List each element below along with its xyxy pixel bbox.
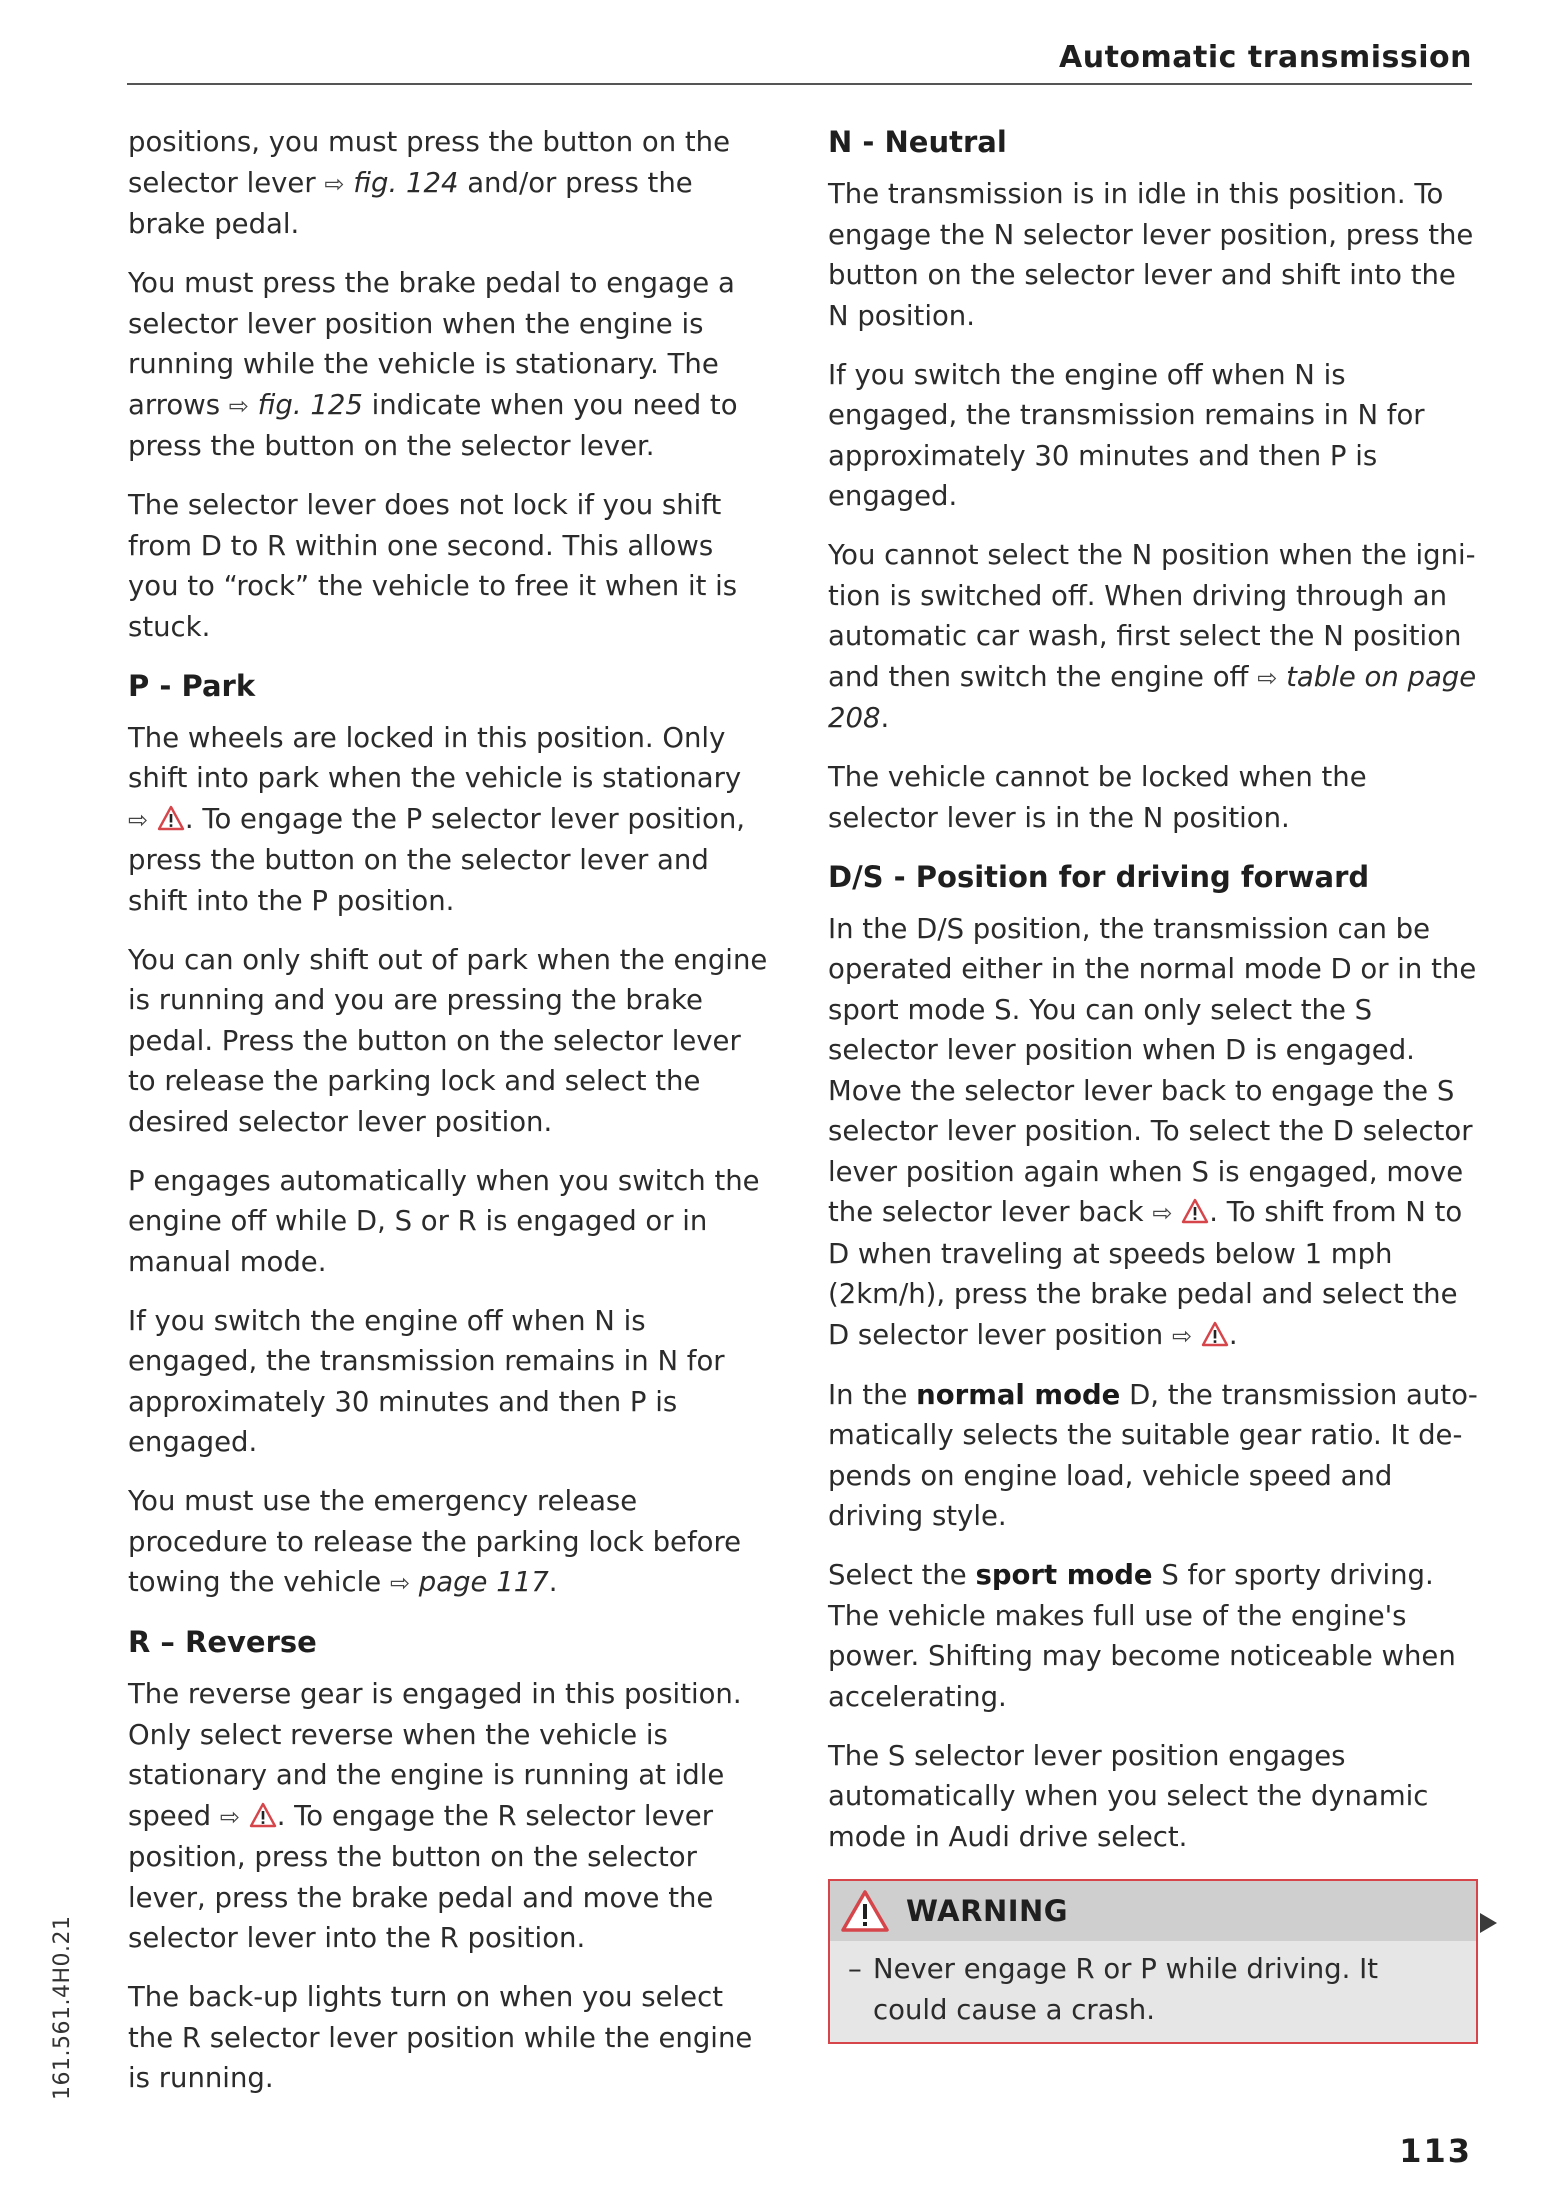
table-link[interactable]: table on page 208 (828, 660, 1477, 734)
paragraph: In the normal mode D, the transmission automatically selects the suitable gear ratio. It depends on engine load, vehicle speed and driving style. (828, 1378, 1478, 1532)
bold-term: sport mode (975, 1559, 1153, 1591)
paragraph: positions, you must press the button on the selector lever ⇨ fig. 124 and/or press the brake pedal. (128, 126, 730, 240)
bold-term: normal mode (916, 1378, 1121, 1411)
header-title: Automatic transmission (1059, 40, 1472, 75)
warning-box (828, 1879, 1478, 2044)
warning-text: Never engage R or P while driving. It could cause a crash. (873, 1953, 1378, 2026)
section-heading-park: P - Park (128, 668, 256, 703)
paragraph: The back-up lights turn on when you select the R selector lever position while the engine is running. (128, 1981, 753, 2094)
section-heading-reverse: R – Reverse (128, 1625, 317, 1659)
continue-arrow-icon (1480, 1913, 1497, 1933)
page-number: 113 (1399, 2132, 1472, 2170)
document-code: 161.561.4H0.21 (50, 1915, 75, 2100)
warning-body (830, 1941, 1476, 2042)
cross-reference-arrow-icon: ⇨ (128, 805, 149, 834)
paragraph: The reverse gear is engaged in this position. Only select reverse when the vehicle is stationary and the engine is running at idle speed ⇨ . To engage the R selector lever position, press the button on the selector lever, press the brake pedal and move the selector lever into the R position. (128, 1678, 742, 1954)
section-heading-drive-sport: D/S - Position for driving forward (828, 859, 1370, 894)
warning-triangle-icon (840, 1889, 890, 1933)
left-column (128, 122, 768, 2117)
paragraph: If you switch the engine off when N is engaged, the transmission remains in N for approximately 30 minutes and then P is engaged. (828, 358, 1425, 512)
warning-triangle-icon[interactable] (249, 1802, 277, 1828)
cross-reference-arrow-icon: ⇨ (228, 391, 249, 420)
section-heading-neutral: N - Neutral (828, 125, 1007, 159)
cross-reference-arrow-icon: ⇨ (1152, 1199, 1173, 1227)
paragraph: The selector lever does not lock if you shift from D to R within one second. This allows you to “rock” the vehicle to free it when it is stuck. (128, 489, 738, 643)
warning-title: WARNING (906, 1894, 1069, 1928)
paragraph: In the D/S position, the transmission can be operated either in the normal mode D or in the sport mode S. You can only select the S selector lever position when D is engaged. Move the selector lever back to engage the S selector lever position. To select the D selector lever position again when S is engaged, move the selector lever back ⇨ . To shift from N to D when traveling at speeds below 1 mph (2km/h), press the brake pedal and select the D selector lever position ⇨ . (828, 912, 1477, 1351)
paragraph: The wheels are locked in this position. Only shift into park when the vehicle is stationary ⇨ . To engage the P selector lever position, press the button on the selector lever and shift into the P position. (128, 721, 746, 917)
warning-triangle-icon[interactable] (1201, 1321, 1229, 1347)
paragraph: If you switch the engine off when N is engaged, the transmission remains in N for approximately 30 minutes and then P is engaged. (128, 1304, 725, 1458)
paragraph: The vehicle cannot be locked when the selector lever is in the N position. (828, 761, 1367, 834)
cross-reference-arrow-icon: ⇨ (1171, 1321, 1193, 1350)
cross-reference-arrow-icon: ⇨ (389, 1569, 411, 1597)
paragraph: You must press the brake pedal to engage a selector lever position when the engine is running while the vehicle is stationary. The arrows ⇨ fig. 125 indicate when you need to press the button on the selector lever. (128, 267, 738, 462)
page-link[interactable]: page 117 (418, 1566, 549, 1598)
paragraph: You can only shift out of park when the engine is running and you are pressing the brake pedal. Press the button on the selector lever to release the parking lock and select the desired selector lever position. (128, 943, 768, 1138)
cross-reference-arrow-icon: ⇨ (324, 169, 345, 198)
figure-link[interactable]: fig. 125 (257, 388, 363, 421)
paragraph: P engages automatically when you switch the engine off while D, S or R is engaged or in manual mode. (128, 1164, 760, 1278)
warning-header (830, 1881, 1476, 1941)
paragraph: The S selector lever position engages automatically when you select the dynamic mode in Audi drive select. (828, 1739, 1429, 1853)
figure-link[interactable]: fig. 124 (353, 166, 459, 199)
warning-item (848, 1949, 1458, 2030)
paragraph: You cannot select the N position when the ignition is switched off. When driving through an automatic car wash, first select the N position and then switch the engine off ⇨ table on page 208. (828, 539, 1477, 734)
right-column (828, 122, 1478, 2044)
paragraph: You must use the emergency release procedure to release the parking lock before towing the vehicle ⇨ page 117. (128, 1485, 742, 1598)
list-dash: – (848, 1953, 862, 1985)
warning-triangle-icon[interactable] (157, 805, 185, 831)
header-rule (127, 83, 1472, 85)
cross-reference-arrow-icon: ⇨ (1257, 663, 1278, 692)
warning-triangle-icon[interactable] (1181, 1198, 1209, 1224)
paragraph: The transmission is in idle in this position. To engage the N selector lever position, press the button on the selector lever and shift into the N position. (828, 178, 1474, 332)
cross-reference-arrow-icon: ⇨ (219, 1802, 240, 1831)
paragraph: Select the sport mode S for sporty driving. The vehicle makes full use of the engine's power. Shifting may become noticeable when accelerating. (828, 1559, 1456, 1713)
